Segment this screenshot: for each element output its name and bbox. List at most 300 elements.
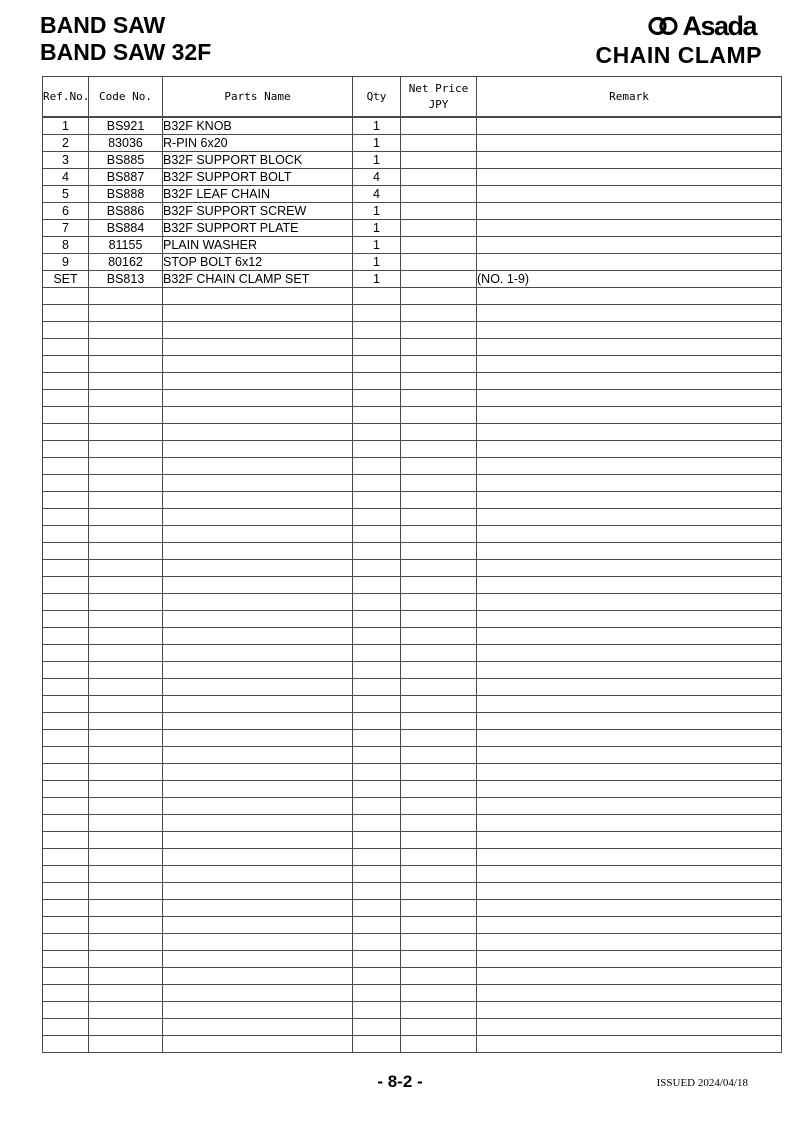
- cell-remark: [477, 288, 782, 305]
- cell-qty: [353, 968, 401, 985]
- cell-ref: SET: [43, 271, 89, 288]
- cell-ref: [43, 866, 89, 883]
- table-row-empty: [43, 526, 782, 543]
- cell-ref: [43, 526, 89, 543]
- cell-ref: 8: [43, 237, 89, 254]
- cell-remark: [477, 696, 782, 713]
- cell-remark: [477, 169, 782, 186]
- cell-qty: 1: [353, 117, 401, 135]
- cell-ref: [43, 543, 89, 560]
- cell-name: [163, 424, 353, 441]
- cell-ref: [43, 424, 89, 441]
- cell-remark: [477, 373, 782, 390]
- cell-code: [89, 305, 163, 322]
- cell-ref: [43, 458, 89, 475]
- table-row-empty: [43, 390, 782, 407]
- table-row-empty: [43, 305, 782, 322]
- cell-ref: [43, 594, 89, 611]
- table-row-empty: [43, 356, 782, 373]
- cell-remark: [477, 713, 782, 730]
- cell-name: [163, 917, 353, 934]
- cell-name: [163, 934, 353, 951]
- cell-code: 81155: [89, 237, 163, 254]
- cell-name: [163, 985, 353, 1002]
- cell-remark: [477, 1036, 782, 1053]
- cell-ref: [43, 509, 89, 526]
- table-row-empty: [43, 339, 782, 356]
- cell-name: [163, 305, 353, 322]
- cell-qty: [353, 526, 401, 543]
- cell-remark: [477, 832, 782, 849]
- cell-qty: [353, 509, 401, 526]
- cell-remark: [477, 747, 782, 764]
- cell-price: [401, 594, 477, 611]
- cell-name: [163, 1036, 353, 1053]
- cell-ref: [43, 645, 89, 662]
- cell-ref: [43, 730, 89, 747]
- table-row-empty: [43, 730, 782, 747]
- cell-price: [401, 237, 477, 254]
- cell-code: [89, 441, 163, 458]
- table-row-empty: [43, 560, 782, 577]
- cell-qty: [353, 662, 401, 679]
- cell-code: [89, 747, 163, 764]
- cell-name: [163, 883, 353, 900]
- cell-remark: [477, 390, 782, 407]
- cell-name: B32F SUPPORT BLOCK: [163, 152, 353, 169]
- table-row-empty: [43, 645, 782, 662]
- cell-remark: [477, 883, 782, 900]
- cell-ref: [43, 900, 89, 917]
- cell-ref: [43, 713, 89, 730]
- cell-remark: [477, 339, 782, 356]
- cell-price: [401, 1002, 477, 1019]
- cell-price: [401, 849, 477, 866]
- table-header-row: [43, 77, 782, 118]
- table-row-empty: [43, 1002, 782, 1019]
- cell-price: [401, 492, 477, 509]
- cell-code: [89, 662, 163, 679]
- table-row-empty: [43, 441, 782, 458]
- cell-name: [163, 832, 353, 849]
- cell-code: [89, 492, 163, 509]
- cell-qty: 1: [353, 152, 401, 169]
- cell-ref: 1: [43, 117, 89, 135]
- col-header-price: [401, 77, 477, 118]
- section-title: CHAIN CLAMP: [595, 42, 762, 68]
- cell-qty: [353, 883, 401, 900]
- cell-ref: [43, 475, 89, 492]
- cell-ref: [43, 747, 89, 764]
- cell-code: BS813: [89, 271, 163, 288]
- cell-qty: [353, 339, 401, 356]
- cell-price: [401, 713, 477, 730]
- cell-price: [401, 662, 477, 679]
- parts-table: [42, 76, 782, 1053]
- cell-qty: [353, 373, 401, 390]
- cell-price: [401, 866, 477, 883]
- cell-ref: 9: [43, 254, 89, 271]
- cell-price: [401, 390, 477, 407]
- cell-name: [163, 679, 353, 696]
- table-row-empty: [43, 407, 782, 424]
- cell-price: [401, 305, 477, 322]
- cell-code: [89, 917, 163, 934]
- cell-remark: [477, 492, 782, 509]
- cell-remark: [477, 135, 782, 152]
- cell-qty: 1: [353, 254, 401, 271]
- cell-price: [401, 526, 477, 543]
- cell-remark: [477, 577, 782, 594]
- cell-code: [89, 628, 163, 645]
- cell-code: BS887: [89, 169, 163, 186]
- cell-name: [163, 713, 353, 730]
- cell-name: [163, 458, 353, 475]
- cell-price: [401, 560, 477, 577]
- cell-remark: [477, 475, 782, 492]
- table-row: [43, 254, 782, 271]
- cell-name: [163, 662, 353, 679]
- cell-qty: [353, 560, 401, 577]
- table-row-empty: [43, 713, 782, 730]
- cell-qty: [353, 305, 401, 322]
- cell-ref: [43, 441, 89, 458]
- cell-code: [89, 356, 163, 373]
- cell-price: [401, 985, 477, 1002]
- cell-name: [163, 594, 353, 611]
- cell-name: B32F SUPPORT SCREW: [163, 203, 353, 220]
- cell-code: [89, 1002, 163, 1019]
- cell-price: [401, 373, 477, 390]
- table-row-empty: [43, 509, 782, 526]
- table-row-empty: [43, 594, 782, 611]
- cell-ref: [43, 934, 89, 951]
- cell-remark: [477, 1002, 782, 1019]
- cell-name: [163, 747, 353, 764]
- table-row-empty: [43, 611, 782, 628]
- table-row: [43, 203, 782, 220]
- cell-code: [89, 645, 163, 662]
- cell-ref: [43, 849, 89, 866]
- cell-price: [401, 424, 477, 441]
- cell-remark: [477, 985, 782, 1002]
- cell-price: [401, 135, 477, 152]
- cell-qty: [353, 985, 401, 1002]
- cell-qty: [353, 849, 401, 866]
- title-line-2: BAND SAW 32F: [40, 39, 212, 65]
- cell-qty: [353, 611, 401, 628]
- cell-remark: [477, 594, 782, 611]
- cell-qty: 4: [353, 169, 401, 186]
- cell-remark: [477, 645, 782, 662]
- cell-remark: [477, 509, 782, 526]
- cell-ref: [43, 628, 89, 645]
- cell-qty: [353, 628, 401, 645]
- cell-price: [401, 356, 477, 373]
- cell-qty: [353, 322, 401, 339]
- cell-ref: [43, 390, 89, 407]
- cell-code: [89, 764, 163, 781]
- cell-ref: [43, 492, 89, 509]
- cell-price: [401, 951, 477, 968]
- cell-qty: [353, 747, 401, 764]
- cell-remark: [477, 900, 782, 917]
- cell-code: [89, 407, 163, 424]
- cell-remark: [477, 849, 782, 866]
- cell-name: [163, 645, 353, 662]
- cell-remark: [477, 356, 782, 373]
- table-row-empty: [43, 951, 782, 968]
- cell-code: 80162: [89, 254, 163, 271]
- cell-code: [89, 339, 163, 356]
- cell-code: [89, 526, 163, 543]
- cell-price: [401, 798, 477, 815]
- cell-name: B32F SUPPORT PLATE: [163, 220, 353, 237]
- cell-ref: [43, 322, 89, 339]
- table-row-empty: [43, 424, 782, 441]
- cell-qty: [353, 475, 401, 492]
- cell-price: [401, 475, 477, 492]
- table-row-empty: [43, 577, 782, 594]
- cell-ref: [43, 339, 89, 356]
- cell-ref: [43, 373, 89, 390]
- table-row: [43, 186, 782, 203]
- cell-code: [89, 322, 163, 339]
- cell-ref: 3: [43, 152, 89, 169]
- cell-qty: [353, 815, 401, 832]
- table-row-empty: [43, 747, 782, 764]
- cell-remark: [477, 1019, 782, 1036]
- cell-code: [89, 883, 163, 900]
- cell-ref: [43, 1019, 89, 1036]
- cell-remark: [477, 322, 782, 339]
- cell-code: [89, 458, 163, 475]
- cell-price: [401, 1019, 477, 1036]
- cell-price: [401, 696, 477, 713]
- cell-qty: [353, 390, 401, 407]
- table-row-empty: [43, 1036, 782, 1053]
- cell-qty: 1: [353, 237, 401, 254]
- parts-table-body: [43, 117, 782, 1053]
- table-row-empty: [43, 492, 782, 509]
- col-header-remark: Remark: [477, 77, 782, 118]
- cell-qty: 1: [353, 271, 401, 288]
- cell-code: [89, 475, 163, 492]
- cell-ref: [43, 662, 89, 679]
- cell-qty: 1: [353, 135, 401, 152]
- cell-qty: 1: [353, 220, 401, 237]
- table-row: [43, 117, 782, 135]
- page-number: - 8-2 -: [377, 1072, 423, 1091]
- cell-remark: [477, 237, 782, 254]
- brand-name: Asada: [682, 11, 756, 41]
- cell-name: [163, 900, 353, 917]
- cell-price: [401, 220, 477, 237]
- cell-remark: (NO. 1-9): [477, 271, 782, 288]
- cell-qty: [353, 1002, 401, 1019]
- table-row-empty: [43, 662, 782, 679]
- cell-ref: [43, 356, 89, 373]
- cell-name: [163, 696, 353, 713]
- cell-remark: [477, 203, 782, 220]
- cell-remark: [477, 186, 782, 203]
- cell-price: [401, 900, 477, 917]
- cell-name: [163, 492, 353, 509]
- cell-remark: [477, 764, 782, 781]
- cell-ref: [43, 951, 89, 968]
- table-row-empty: [43, 543, 782, 560]
- cell-qty: [353, 866, 401, 883]
- cell-name: [163, 968, 353, 985]
- cell-remark: [477, 730, 782, 747]
- cell-qty: [353, 441, 401, 458]
- cell-price: [401, 611, 477, 628]
- cell-code: [89, 577, 163, 594]
- table-row-empty: [43, 917, 782, 934]
- cell-remark: [477, 254, 782, 271]
- cell-ref: [43, 577, 89, 594]
- cell-price: [401, 271, 477, 288]
- document-title: [40, 12, 211, 66]
- cell-price: [401, 543, 477, 560]
- cell-ref: [43, 1002, 89, 1019]
- cell-code: [89, 679, 163, 696]
- cell-remark: [477, 968, 782, 985]
- cell-price: [401, 679, 477, 696]
- cell-name: R-PIN 6x20: [163, 135, 353, 152]
- col-header-qty: Qty: [353, 77, 401, 118]
- cell-qty: [353, 407, 401, 424]
- cell-price: [401, 815, 477, 832]
- asada-logo-icon: [648, 16, 678, 36]
- cell-name: [163, 764, 353, 781]
- col-header-price-line1: Net Price: [408, 81, 469, 95]
- col-header-ref: Ref.No.: [43, 77, 89, 118]
- cell-name: [163, 611, 353, 628]
- table-row: [43, 135, 782, 152]
- cell-remark: [477, 407, 782, 424]
- cell-ref: [43, 781, 89, 798]
- cell-price: [401, 441, 477, 458]
- cell-ref: [43, 407, 89, 424]
- table-row-empty: [43, 798, 782, 815]
- table-row-empty: [43, 781, 782, 798]
- cell-code: [89, 509, 163, 526]
- cell-name: [163, 475, 353, 492]
- table-row: [43, 220, 782, 237]
- cell-price: [401, 186, 477, 203]
- cell-price: [401, 577, 477, 594]
- cell-price: [401, 832, 477, 849]
- cell-remark: [477, 526, 782, 543]
- cell-name: [163, 526, 353, 543]
- cell-qty: [353, 696, 401, 713]
- cell-name: [163, 441, 353, 458]
- table-row-empty: [43, 832, 782, 849]
- cell-name: [163, 951, 353, 968]
- cell-code: [89, 798, 163, 815]
- cell-code: [89, 832, 163, 849]
- table-row-empty: [43, 866, 782, 883]
- cell-code: BS884: [89, 220, 163, 237]
- cell-code: [89, 866, 163, 883]
- table-row-empty: [43, 968, 782, 985]
- cell-code: [89, 985, 163, 1002]
- cell-qty: [353, 288, 401, 305]
- cell-ref: [43, 917, 89, 934]
- cell-price: [401, 509, 477, 526]
- cell-code: [89, 390, 163, 407]
- cell-price: [401, 288, 477, 305]
- cell-qty: [353, 730, 401, 747]
- cell-remark: [477, 815, 782, 832]
- cell-remark: [477, 441, 782, 458]
- cell-qty: [353, 458, 401, 475]
- col-header-price-line2: JPY: [428, 97, 449, 111]
- brand-logo: [648, 11, 756, 41]
- cell-ref: [43, 288, 89, 305]
- cell-name: [163, 1002, 353, 1019]
- cell-ref: [43, 968, 89, 985]
- cell-qty: [353, 679, 401, 696]
- cell-code: [89, 696, 163, 713]
- cell-code: [89, 288, 163, 305]
- cell-qty: [353, 1036, 401, 1053]
- col-header-code: Code No.: [89, 77, 163, 118]
- cell-name: [163, 1019, 353, 1036]
- cell-remark: [477, 866, 782, 883]
- cell-name: [163, 288, 353, 305]
- cell-ref: [43, 1036, 89, 1053]
- table-row-empty: [43, 883, 782, 900]
- cell-code: [89, 730, 163, 747]
- cell-qty: [353, 934, 401, 951]
- cell-remark: [477, 543, 782, 560]
- cell-qty: [353, 543, 401, 560]
- cell-qty: [353, 713, 401, 730]
- cell-code: [89, 560, 163, 577]
- table-row-empty: [43, 934, 782, 951]
- cell-remark: [477, 951, 782, 968]
- cell-remark: [477, 662, 782, 679]
- cell-code: BS885: [89, 152, 163, 169]
- cell-code: BS886: [89, 203, 163, 220]
- cell-name: [163, 509, 353, 526]
- cell-name: [163, 407, 353, 424]
- cell-price: [401, 254, 477, 271]
- cell-remark: [477, 305, 782, 322]
- cell-qty: [353, 577, 401, 594]
- cell-price: [401, 203, 477, 220]
- cell-code: [89, 951, 163, 968]
- cell-price: [401, 917, 477, 934]
- cell-price: [401, 883, 477, 900]
- cell-remark: [477, 679, 782, 696]
- table-row-empty: [43, 849, 782, 866]
- cell-ref: [43, 696, 89, 713]
- cell-price: [401, 764, 477, 781]
- table-row-empty: [43, 696, 782, 713]
- cell-name: [163, 560, 353, 577]
- cell-qty: 4: [353, 186, 401, 203]
- cell-ref: [43, 832, 89, 849]
- cell-name: [163, 781, 353, 798]
- table-row: [43, 152, 782, 169]
- cell-name: [163, 577, 353, 594]
- cell-remark: [477, 798, 782, 815]
- cell-qty: [353, 781, 401, 798]
- cell-ref: 4: [43, 169, 89, 186]
